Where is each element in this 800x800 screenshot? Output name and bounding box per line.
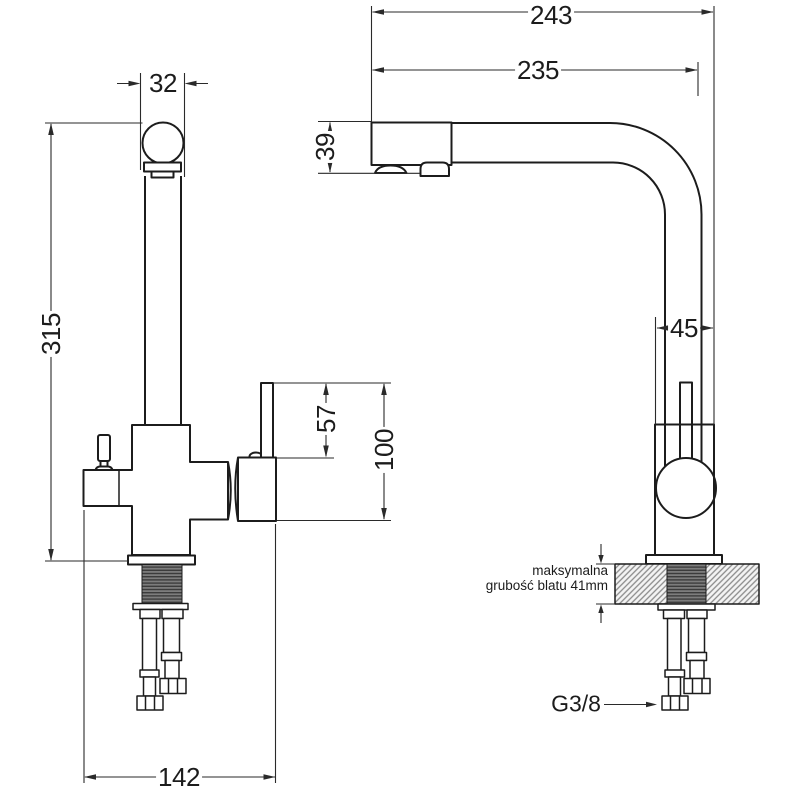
- front-threaded-shank: [142, 565, 182, 604]
- dim-label-spout-reach: 235: [517, 55, 559, 85]
- dim-label-head-height: 39: [310, 133, 340, 161]
- front-filter-lever-base: [96, 467, 113, 471]
- dim-label-total-height: 315: [36, 313, 66, 355]
- front-lock-plate: [133, 604, 188, 610]
- front-handle: [238, 458, 276, 522]
- side-nut-right: [687, 610, 707, 619]
- dim-label-spout-width: 32: [149, 68, 177, 98]
- front-aerator-tip: [152, 172, 174, 178]
- countertop-note-line1: maksymalna: [532, 563, 608, 578]
- side-hose-nut-left: [662, 696, 688, 710]
- front-nut-left: [140, 610, 160, 619]
- thread-size-label: G3/8: [551, 690, 601, 717]
- front-hoses: [137, 619, 186, 711]
- front-spout-tube: [145, 176, 181, 425]
- front-spout-ball: [143, 123, 184, 164]
- side-lever-rod: [680, 383, 692, 460]
- side-spout-bend: [610, 123, 702, 215]
- front-lever-rod: [261, 383, 273, 458]
- front-aerator-collar: [144, 163, 181, 172]
- side-aerator-rear: [421, 163, 450, 177]
- front-filter-lever: [98, 435, 110, 461]
- side-view-faucet: [369, 123, 760, 711]
- side-hoses: [662, 619, 710, 711]
- front-hose-nut-left: [137, 696, 163, 710]
- dim-label-upper-body-height: 100: [369, 429, 399, 471]
- front-view-faucet: [84, 123, 277, 711]
- front-nut-right: [162, 610, 183, 619]
- side-body-ball: [656, 458, 716, 518]
- dim-label-hose-span: 142: [158, 762, 200, 792]
- countertop-thickness-note: [486, 564, 608, 593]
- front-handle-joint: [228, 458, 238, 522]
- side-base-flange: [646, 555, 722, 564]
- side-nut-left: [664, 610, 685, 619]
- side-lock-plate: [658, 604, 715, 610]
- side-spout-head: [372, 123, 452, 166]
- front-base-flange: [128, 556, 195, 565]
- front-hose-nut-right: [160, 679, 186, 694]
- side-hose-nut-right: [684, 679, 710, 694]
- countertop-note-line2: grubość blatu 41mm: [485, 577, 608, 593]
- dim-label-lever-height: 57: [311, 405, 341, 433]
- side-aerator-front: [375, 166, 407, 174]
- dim-label-total-depth: 243: [530, 0, 572, 30]
- side-spout-top: [452, 123, 614, 163]
- dim-label-body-width: 45: [670, 313, 698, 343]
- side-threaded-shank: [667, 564, 706, 604]
